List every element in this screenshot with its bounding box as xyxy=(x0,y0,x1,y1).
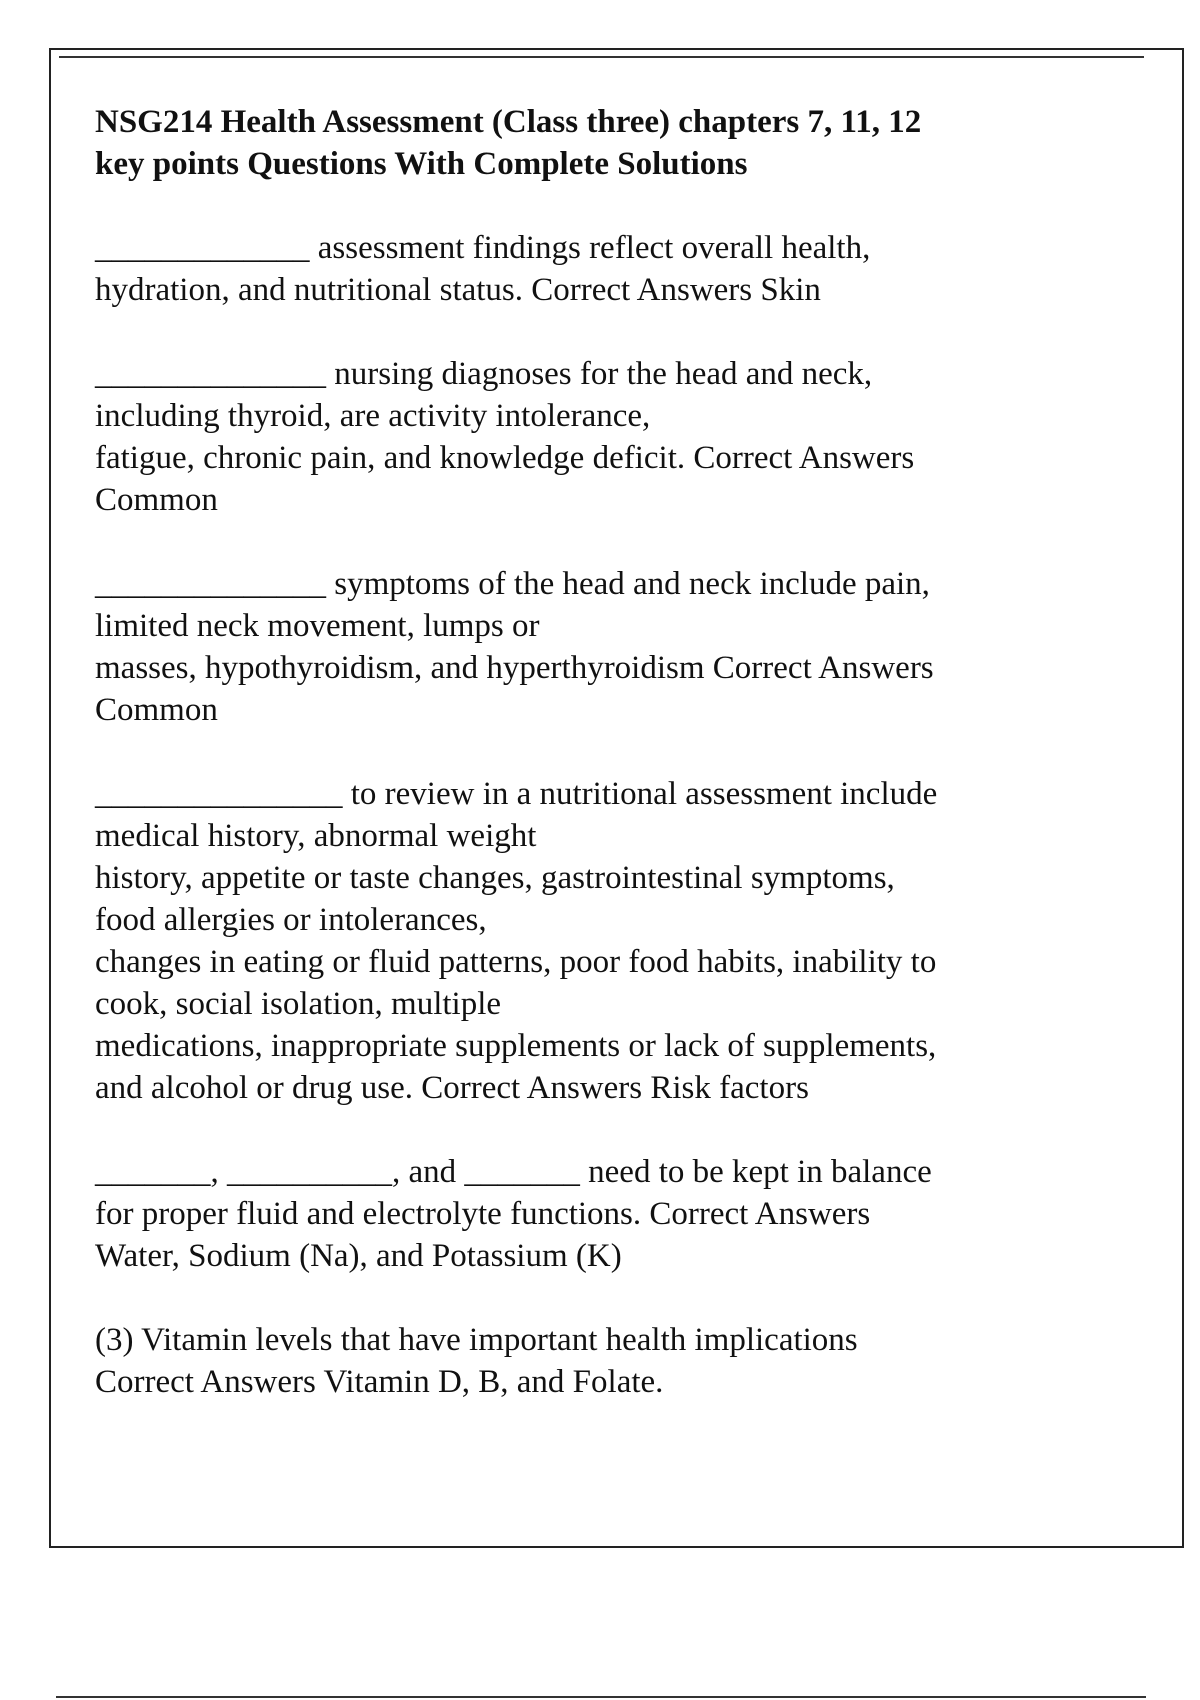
top-rule-divider xyxy=(59,56,1144,58)
document-content xyxy=(95,101,1085,1445)
question-answer-5: _______, __________, and _______ need to be kept in balance for proper fluid and electrolyte functions. Correct Answers Water, Sodium (Na), and Potassium (K) xyxy=(95,1154,932,1274)
bottom-rule-divider xyxy=(56,1696,1146,1698)
question-answer-2: ______________ nursing diagnoses for the head and neck, including thyroid, are activity intolerance, fatigue, chronic pain, and knowledge deficit. Correct Answers Common xyxy=(95,356,915,518)
question-answer-1: _____________ assessment findings reflect overall health, hydration, and nutritional status. Correct Answers Skin xyxy=(95,230,871,308)
question-answer-6: (3) Vitamin levels that have important health implications Correct Answers Vitamin D, B, and Folate. xyxy=(95,1322,858,1400)
question-answer-4: _______________ to review in a nutritional assessment include medical history, abnormal weight history, appetite or taste changes, gastrointestinal symptoms, food allergies or intolerances, changes in eating or fluid patterns, poor food habits, inability to cook, social isolation, multiple medications, inappropriate supplements or lack of supplements, and alcohol or drug use. Correct Answers Risk factors xyxy=(95,776,938,1106)
document-title: NSG214 Health Assessment (Class three) chapters 7, 11, 12 key points Questions With Complete Solutions xyxy=(95,104,922,182)
question-answer-3: ______________ symptoms of the head and neck include pain, limited neck movement, lumps or masses, hypothyroidism, and hyperthyroidism Correct Answers Common xyxy=(95,566,934,728)
